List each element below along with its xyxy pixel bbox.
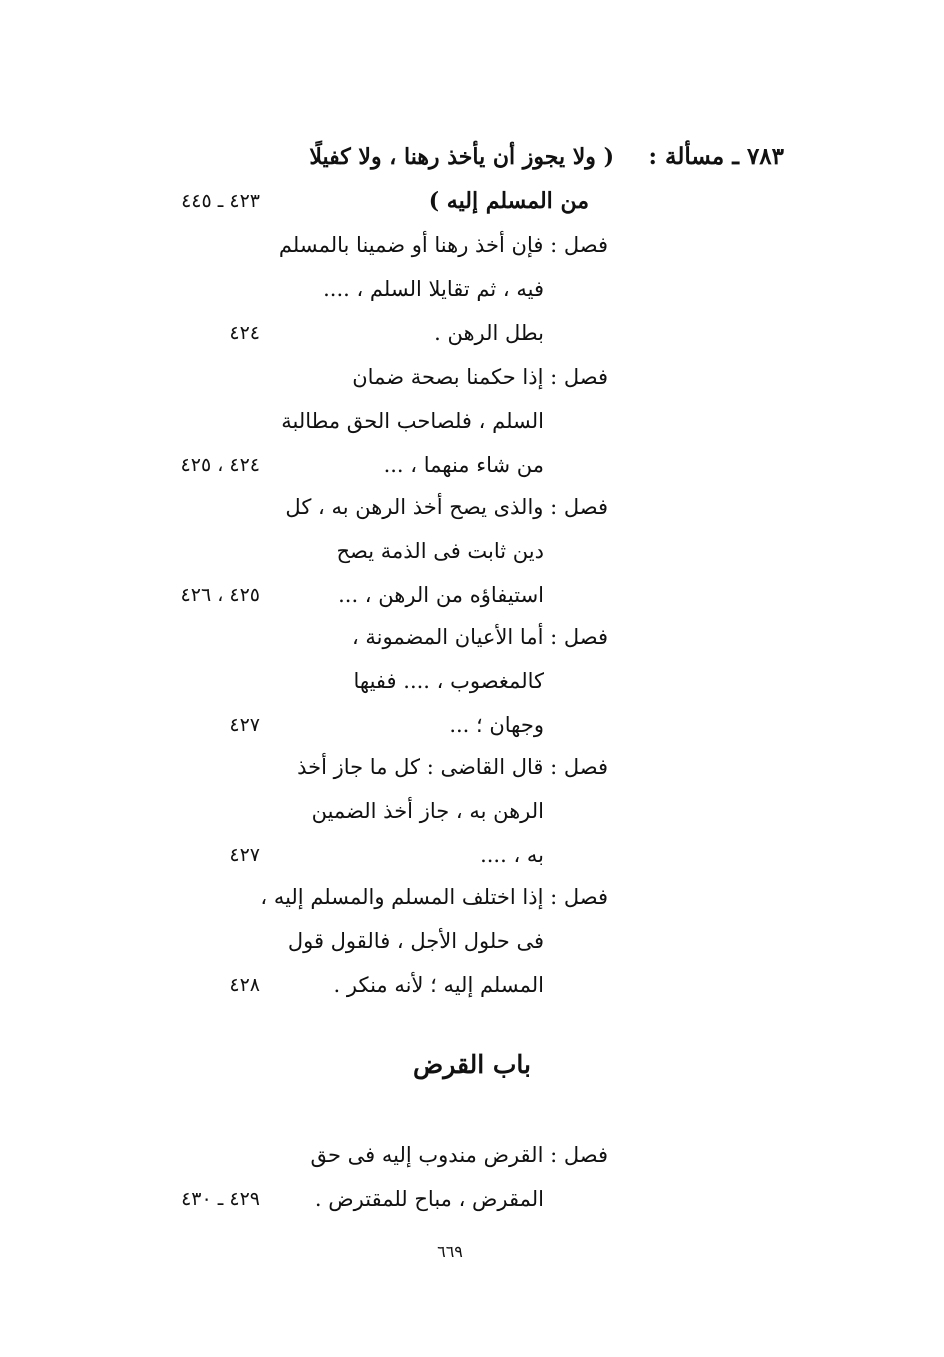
entry-number: ٧٨٣ ـ مسألة :: [648, 143, 784, 170]
section-3-line-3: استيفاؤه من الرهن ، ...: [338, 583, 544, 607]
chapter-section-line-1: فصل : القرض مندوب إليه فى حق: [310, 1143, 608, 1167]
section-6-line-1: فصل : إذا اختلف المسلم والمسلم إليه ،: [260, 885, 608, 909]
section-4-line-1: فصل : أما الأعيان المضمونة ،: [351, 625, 608, 649]
entry-title-line-1: ( ولا يجوز أن يأخذ رهنا ، ولا كفيلًا: [309, 144, 614, 170]
entry-title-line-2: من المسلم إليه ): [428, 188, 589, 214]
section-2-line-2: السلم ، فلصاحب الحق مطالبة: [281, 409, 544, 433]
section-2-pages: ٤٢٤ ، ٤٢٥: [180, 454, 260, 476]
page-number: ٦٦٩: [437, 1242, 463, 1261]
chapter-section-pages: ٤٢٩ ـ ٤٣٠: [181, 1188, 260, 1210]
section-3-line-2: دين ثابت فى الذمة يصح: [336, 539, 544, 563]
section-6-line-2: فى حلول الأجل ، فالقول قول: [287, 929, 544, 953]
section-5-line-1: فصل : قال القاضى : كل ما جاز أخذ: [297, 755, 608, 779]
section-2-line-3: من شاء منهما ، ...: [383, 453, 544, 477]
section-6-line-3: المسلم إليه ؛ لأنه منكر .: [333, 973, 544, 997]
section-2-line-1: فصل : إذا حكمنا بصحة ضمان: [352, 365, 608, 389]
section-3-line-1: فصل : والذى يصح أخذ الرهن به ، كل: [285, 495, 608, 519]
section-4-pages: ٤٢٧: [229, 714, 260, 736]
chapter-section-line-2: المقرض ، مباح للمقترض .: [314, 1187, 544, 1211]
chapter-title: باب القرض: [412, 1050, 532, 1079]
section-5-line-3: به ، ....: [480, 843, 544, 867]
section-1-line-3: بطل الرهن .: [434, 321, 544, 345]
section-1-pages: ٤٢٤: [229, 322, 260, 344]
section-3-pages: ٤٢٥ ، ٤٢٦: [180, 584, 260, 606]
section-4-line-2: كالمغصوب ، .... ففيها: [353, 669, 544, 693]
section-5-pages: ٤٢٧: [229, 844, 260, 866]
entry-pages: ٤٢٣ ـ ٤٤٥: [181, 190, 260, 212]
section-1-line-1: فصل : فإن أخذ رهنا أو ضمينا بالمسلم: [278, 233, 608, 257]
section-4-line-3: وجهان ؛ ...: [449, 713, 544, 737]
section-1-line-2: فيه ، ثم تقايلا السلم ، ....: [323, 277, 544, 301]
section-6-pages: ٤٢٨: [229, 974, 260, 996]
section-5-line-2: الرهن به ، جاز أخذ الضمين: [311, 799, 544, 823]
